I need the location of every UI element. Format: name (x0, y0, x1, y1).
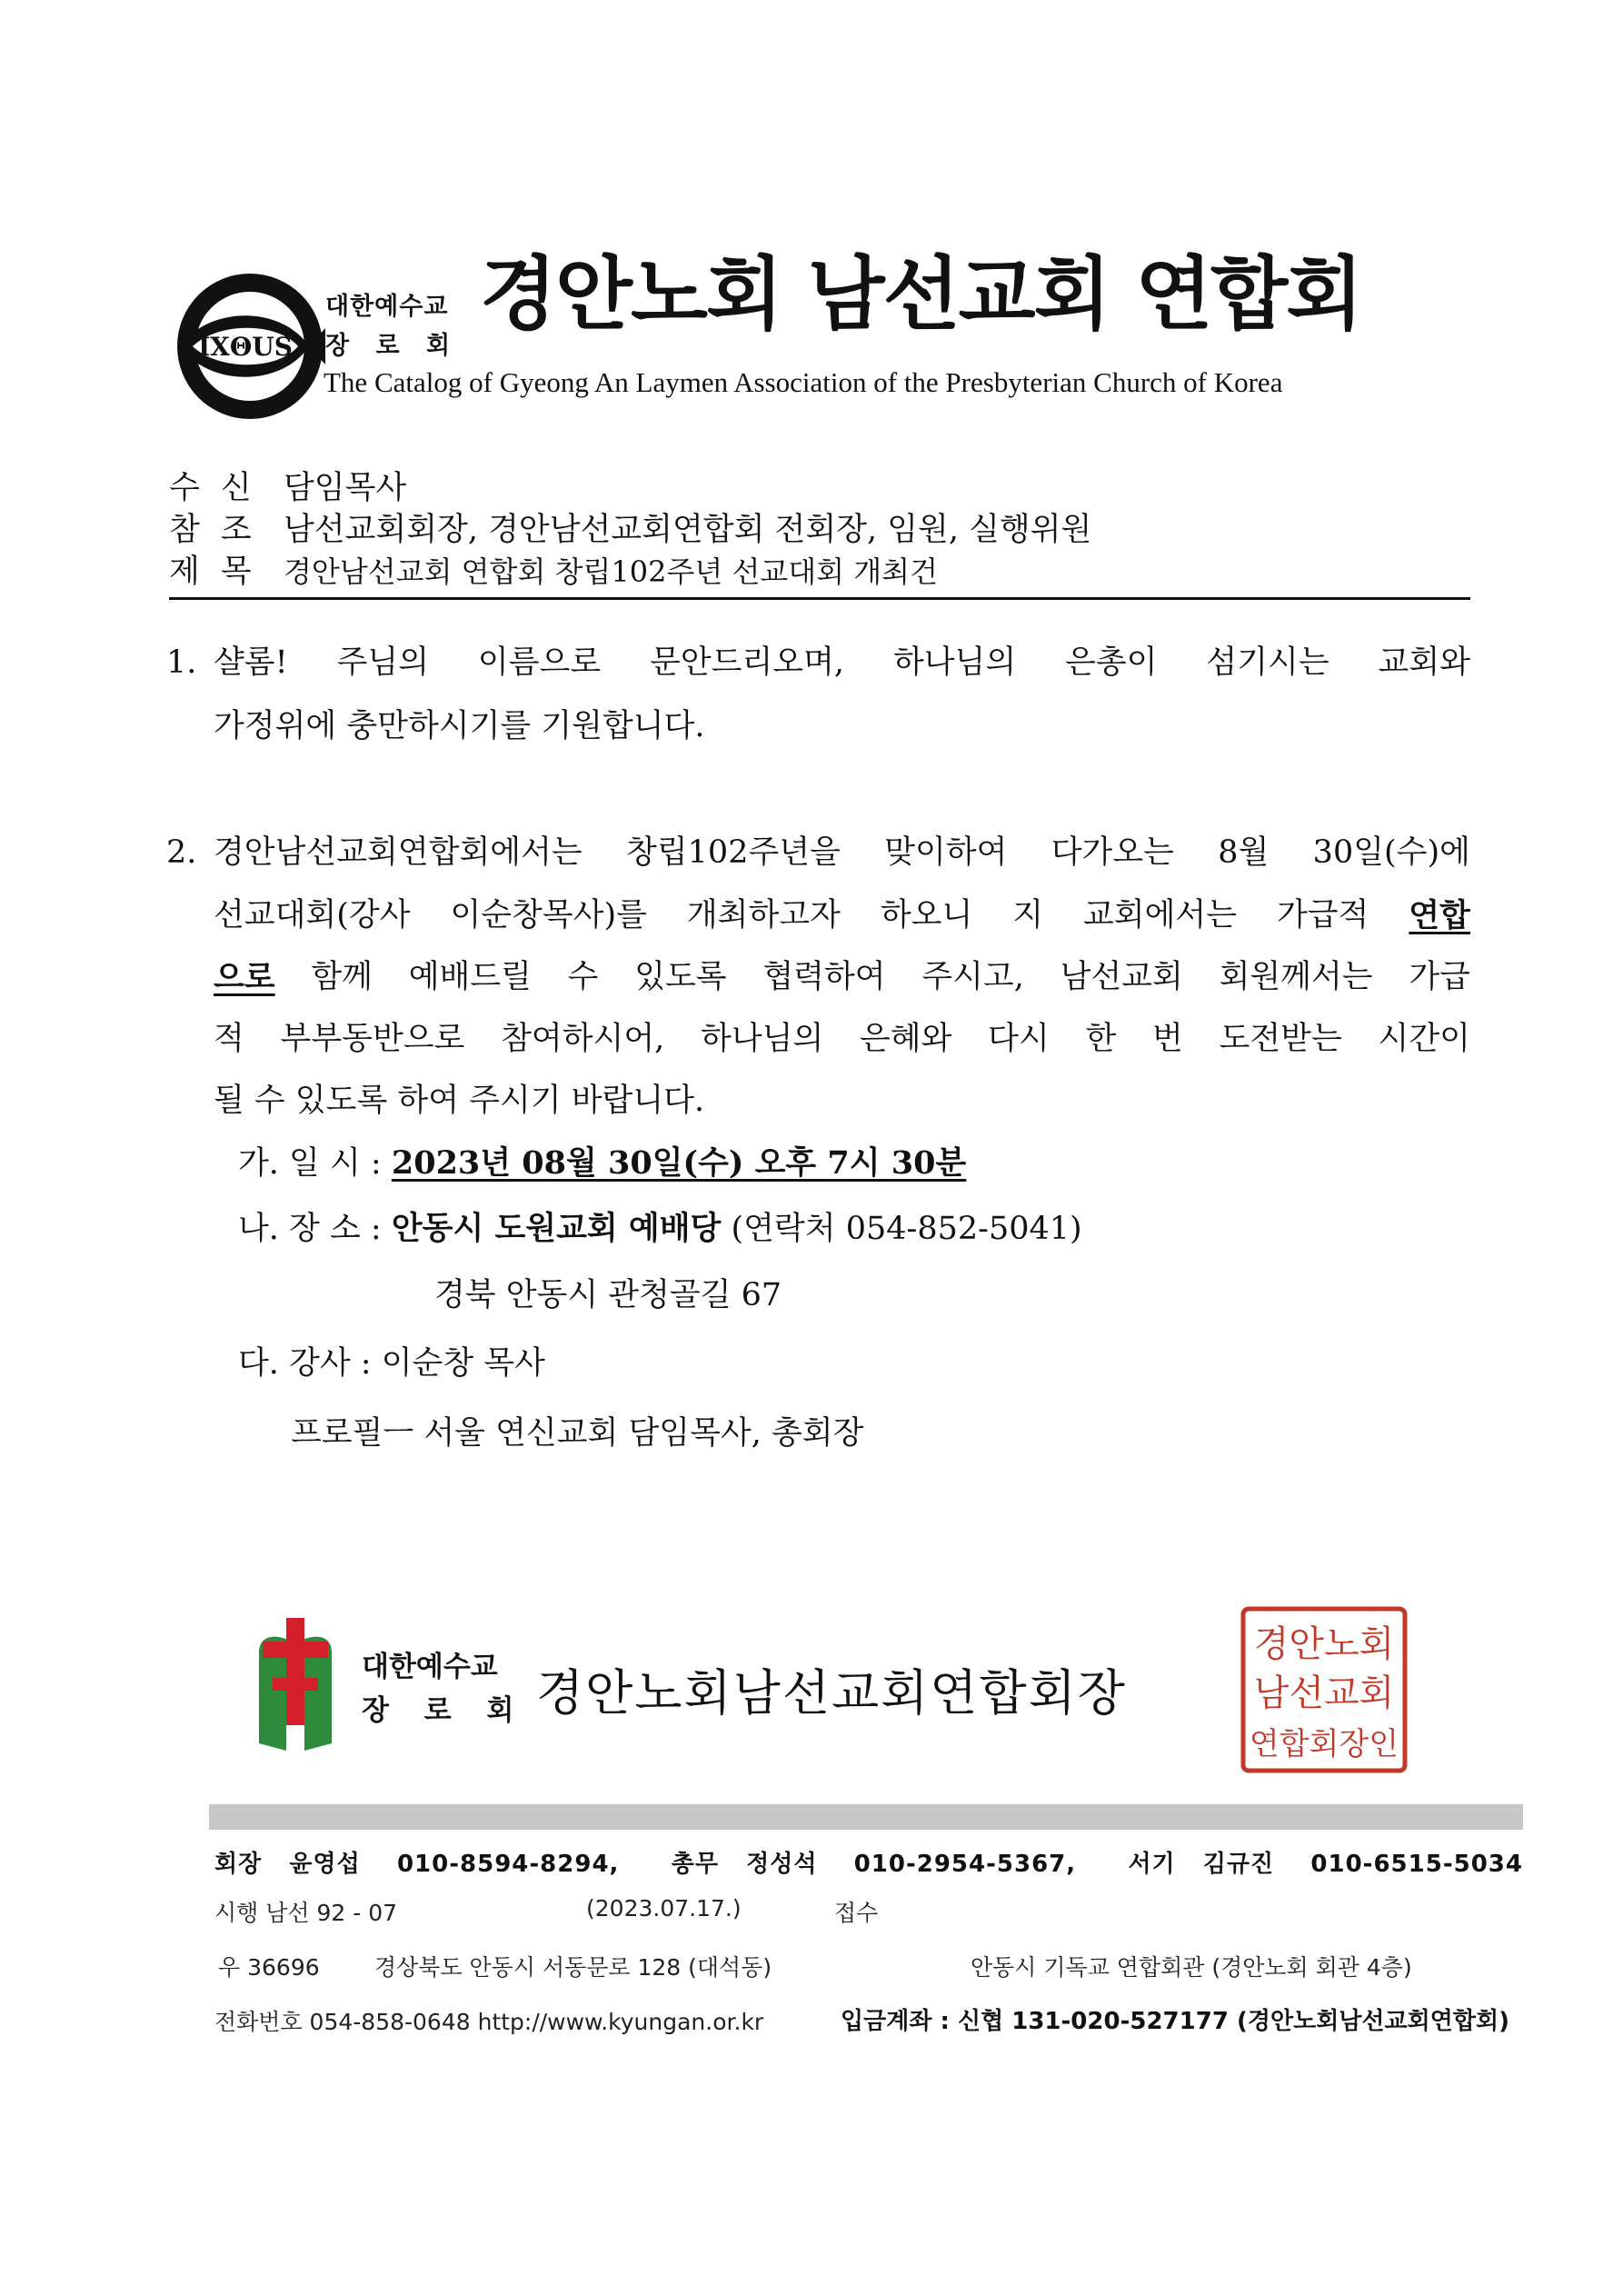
word: 가급적 (1276, 897, 1369, 933)
item-date-value: 2023년 08월 30일(수) 오후 7시 30분 (391, 1144, 967, 1182)
word: 샬롬! (214, 644, 288, 681)
word: 있도록 (634, 959, 727, 995)
item-place (238, 1210, 1082, 1247)
contact-role: 회장 (214, 1851, 263, 1878)
word: 선교대회(강사 (214, 897, 411, 933)
word: 부부동반으로 (280, 1021, 465, 1057)
word: 남선교회 (1060, 959, 1183, 995)
word: 은혜와 (860, 1021, 952, 1057)
speaker-profile: 프로필ㅡ 서울 연신교회 담임목사, 총회장 (291, 1415, 864, 1452)
contact-role: 서기 (1128, 1851, 1176, 1878)
phone-website: 전화번호 054-858-0648 http://www.kyungan.or.kr (214, 2009, 764, 2035)
svg-text:IXΘUS: IXΘUS (198, 332, 293, 362)
paragraph-1-number: 1. (166, 644, 197, 681)
subject-value: 경안남선교회 연합회 창립102주년 선교대회 개최건 (284, 554, 939, 589)
cross-logo (250, 1616, 341, 1752)
paragraph-2-line-3 (214, 959, 1470, 996)
document-number: 시행 남선 92 - 07 (214, 1900, 398, 1926)
contact-phone: 010-6515-5034 (1310, 1851, 1523, 1878)
contact-name: 김규진 (1202, 1851, 1275, 1878)
recipient-label: 수 신 (169, 470, 257, 506)
paragraph-2-line-5: 될 수 있도록 하여 주시기 바랍니다. (214, 1083, 705, 1119)
footer-org-line-1: 대한예수교 (362, 1651, 498, 1683)
seal-line-2: 남선교회 (1253, 1672, 1395, 1714)
paragraph-2-line-4 (214, 1023, 1470, 1055)
address: 경상북도 안동시 서동문로 128 (대석동) (374, 1954, 772, 1981)
org-line-1: 대한예수교 (325, 293, 449, 321)
word: 다가오는 (1050, 834, 1174, 871)
fish-emblem-icon (173, 269, 327, 424)
word: 교회에서는 (1082, 897, 1238, 933)
emphasis-union-suffix: 으로 (214, 959, 275, 996)
word: 맞이하여 (884, 834, 1008, 871)
word: 은총이 (1065, 644, 1158, 681)
reference-line (169, 514, 1091, 546)
red-seal-icon (1238, 1603, 1410, 1776)
signature-title: 경안노회남선교회연합회장 (536, 1664, 1127, 1722)
word: 번 (1152, 1021, 1183, 1057)
paragraph-1-line-1 (214, 644, 1470, 681)
header-divider (169, 597, 1470, 600)
word: 섬기시는 (1206, 644, 1329, 681)
word: 주시고, (921, 959, 1024, 995)
cross-emblem-icon (250, 1616, 341, 1752)
word: 예배드릴 (408, 959, 532, 995)
contact-name: 윤영섭 (289, 1851, 361, 1878)
document-date: (2023.07.17.) (586, 1895, 742, 1922)
contact-phone: 010-8594-8294, (396, 1851, 620, 1878)
footer-org-line-2: 장 로 회 (362, 1694, 527, 1727)
word: 협력하여 (762, 959, 886, 995)
word: 적 (214, 1021, 244, 1057)
contact-secretary (1128, 1845, 1523, 1879)
word: 하나님의 (701, 1021, 824, 1057)
english-title: The Catalog of Gyeong An Laymen Association of the Presbyterian Church of Korea (324, 366, 1283, 398)
word: 개최하고자 (686, 897, 841, 933)
paragraph-2-number: 2. (166, 834, 197, 871)
word: 교회와 (1378, 644, 1470, 681)
contact-secretary-general (672, 1845, 1076, 1879)
word: 이름으로 (477, 644, 602, 681)
word: 도전받는 (1219, 1021, 1342, 1057)
received-label: 접수 (834, 1900, 879, 1926)
word: 하나님의 (892, 644, 1017, 681)
seal-line-1: 경안노회 (1253, 1623, 1395, 1665)
page-title: 경안노회 남선교회 연합회 (480, 247, 1362, 341)
contact-name: 정성석 (746, 1851, 818, 1878)
word: 수 (567, 959, 599, 995)
recipient-line (169, 470, 407, 506)
recipient-value: 담임목사 (284, 470, 407, 506)
item-place-value: 안동시 도원교회 예배당 (391, 1210, 722, 1247)
word: 경안남선교회연합회에서는 (214, 834, 582, 871)
paragraph-1-line-2: 가정위에 충만하시기를 기원합니다. (214, 708, 705, 744)
word: 30일(수)에 (1312, 834, 1470, 871)
word: 지 (1012, 897, 1044, 933)
reference-label: 참 조 (169, 512, 257, 548)
contact-line (214, 1845, 1523, 1879)
word: 한 (1085, 1021, 1117, 1057)
word: 다시 (988, 1021, 1050, 1057)
seal-line-3: 연합회장인 (1249, 1726, 1399, 1762)
official-seal (1238, 1603, 1410, 1776)
word: 회원께서는 (1219, 959, 1373, 995)
word: 하오니 (880, 897, 973, 933)
word: 참여하시어, (501, 1021, 665, 1057)
bank-account: 입금계좌 : 신협 131-020-527177 (경안노회남선교회연합회) (841, 2008, 1510, 2035)
subject-line (169, 556, 938, 588)
emphasis-union: 연합 (1409, 897, 1470, 934)
contact-president (214, 1845, 619, 1879)
item-date-label: 가. 일 시 : (238, 1145, 382, 1182)
item-place-address: 경북 안동시 관청골길 67 (434, 1277, 782, 1313)
word: 문안드리오며, (650, 644, 845, 681)
word: 주님의 (336, 644, 430, 681)
word: 함께 (311, 959, 373, 995)
paragraph-2-line-2 (214, 897, 1470, 934)
subject-label: 제 목 (169, 554, 257, 590)
contact-role: 총무 (671, 1851, 719, 1878)
org-line-2: 장 로 회 (325, 332, 460, 360)
word: 8월 (1218, 834, 1270, 871)
word: 가급 (1409, 959, 1470, 995)
item-date (238, 1144, 967, 1182)
footer-divider (209, 1804, 1523, 1830)
contact-phone: 010-2954-5367, (853, 1851, 1077, 1878)
paragraph-2-line-1 (214, 834, 1470, 871)
building-name: 안동시 기독교 연합회관 (경안노회 회관 4층) (971, 1954, 1412, 1981)
reference-value: 남선교회회장, 경안남선교회연합회 전회장, 임원, 실행위원 (284, 512, 1092, 548)
ichthys-logo (173, 269, 327, 424)
word: 시간이 (1378, 1021, 1470, 1057)
item-place-label: 나. 장 소 : (238, 1211, 382, 1247)
word: 창립102주년을 (626, 834, 841, 871)
postal-code: 우 36696 (218, 1954, 320, 1981)
item-speaker: 다. 강사 : 이순창 목사 (238, 1345, 545, 1382)
word: 이순창목사)를 (450, 897, 647, 933)
item-place-contact: (연락처 054-852-5041) (731, 1211, 1082, 1247)
